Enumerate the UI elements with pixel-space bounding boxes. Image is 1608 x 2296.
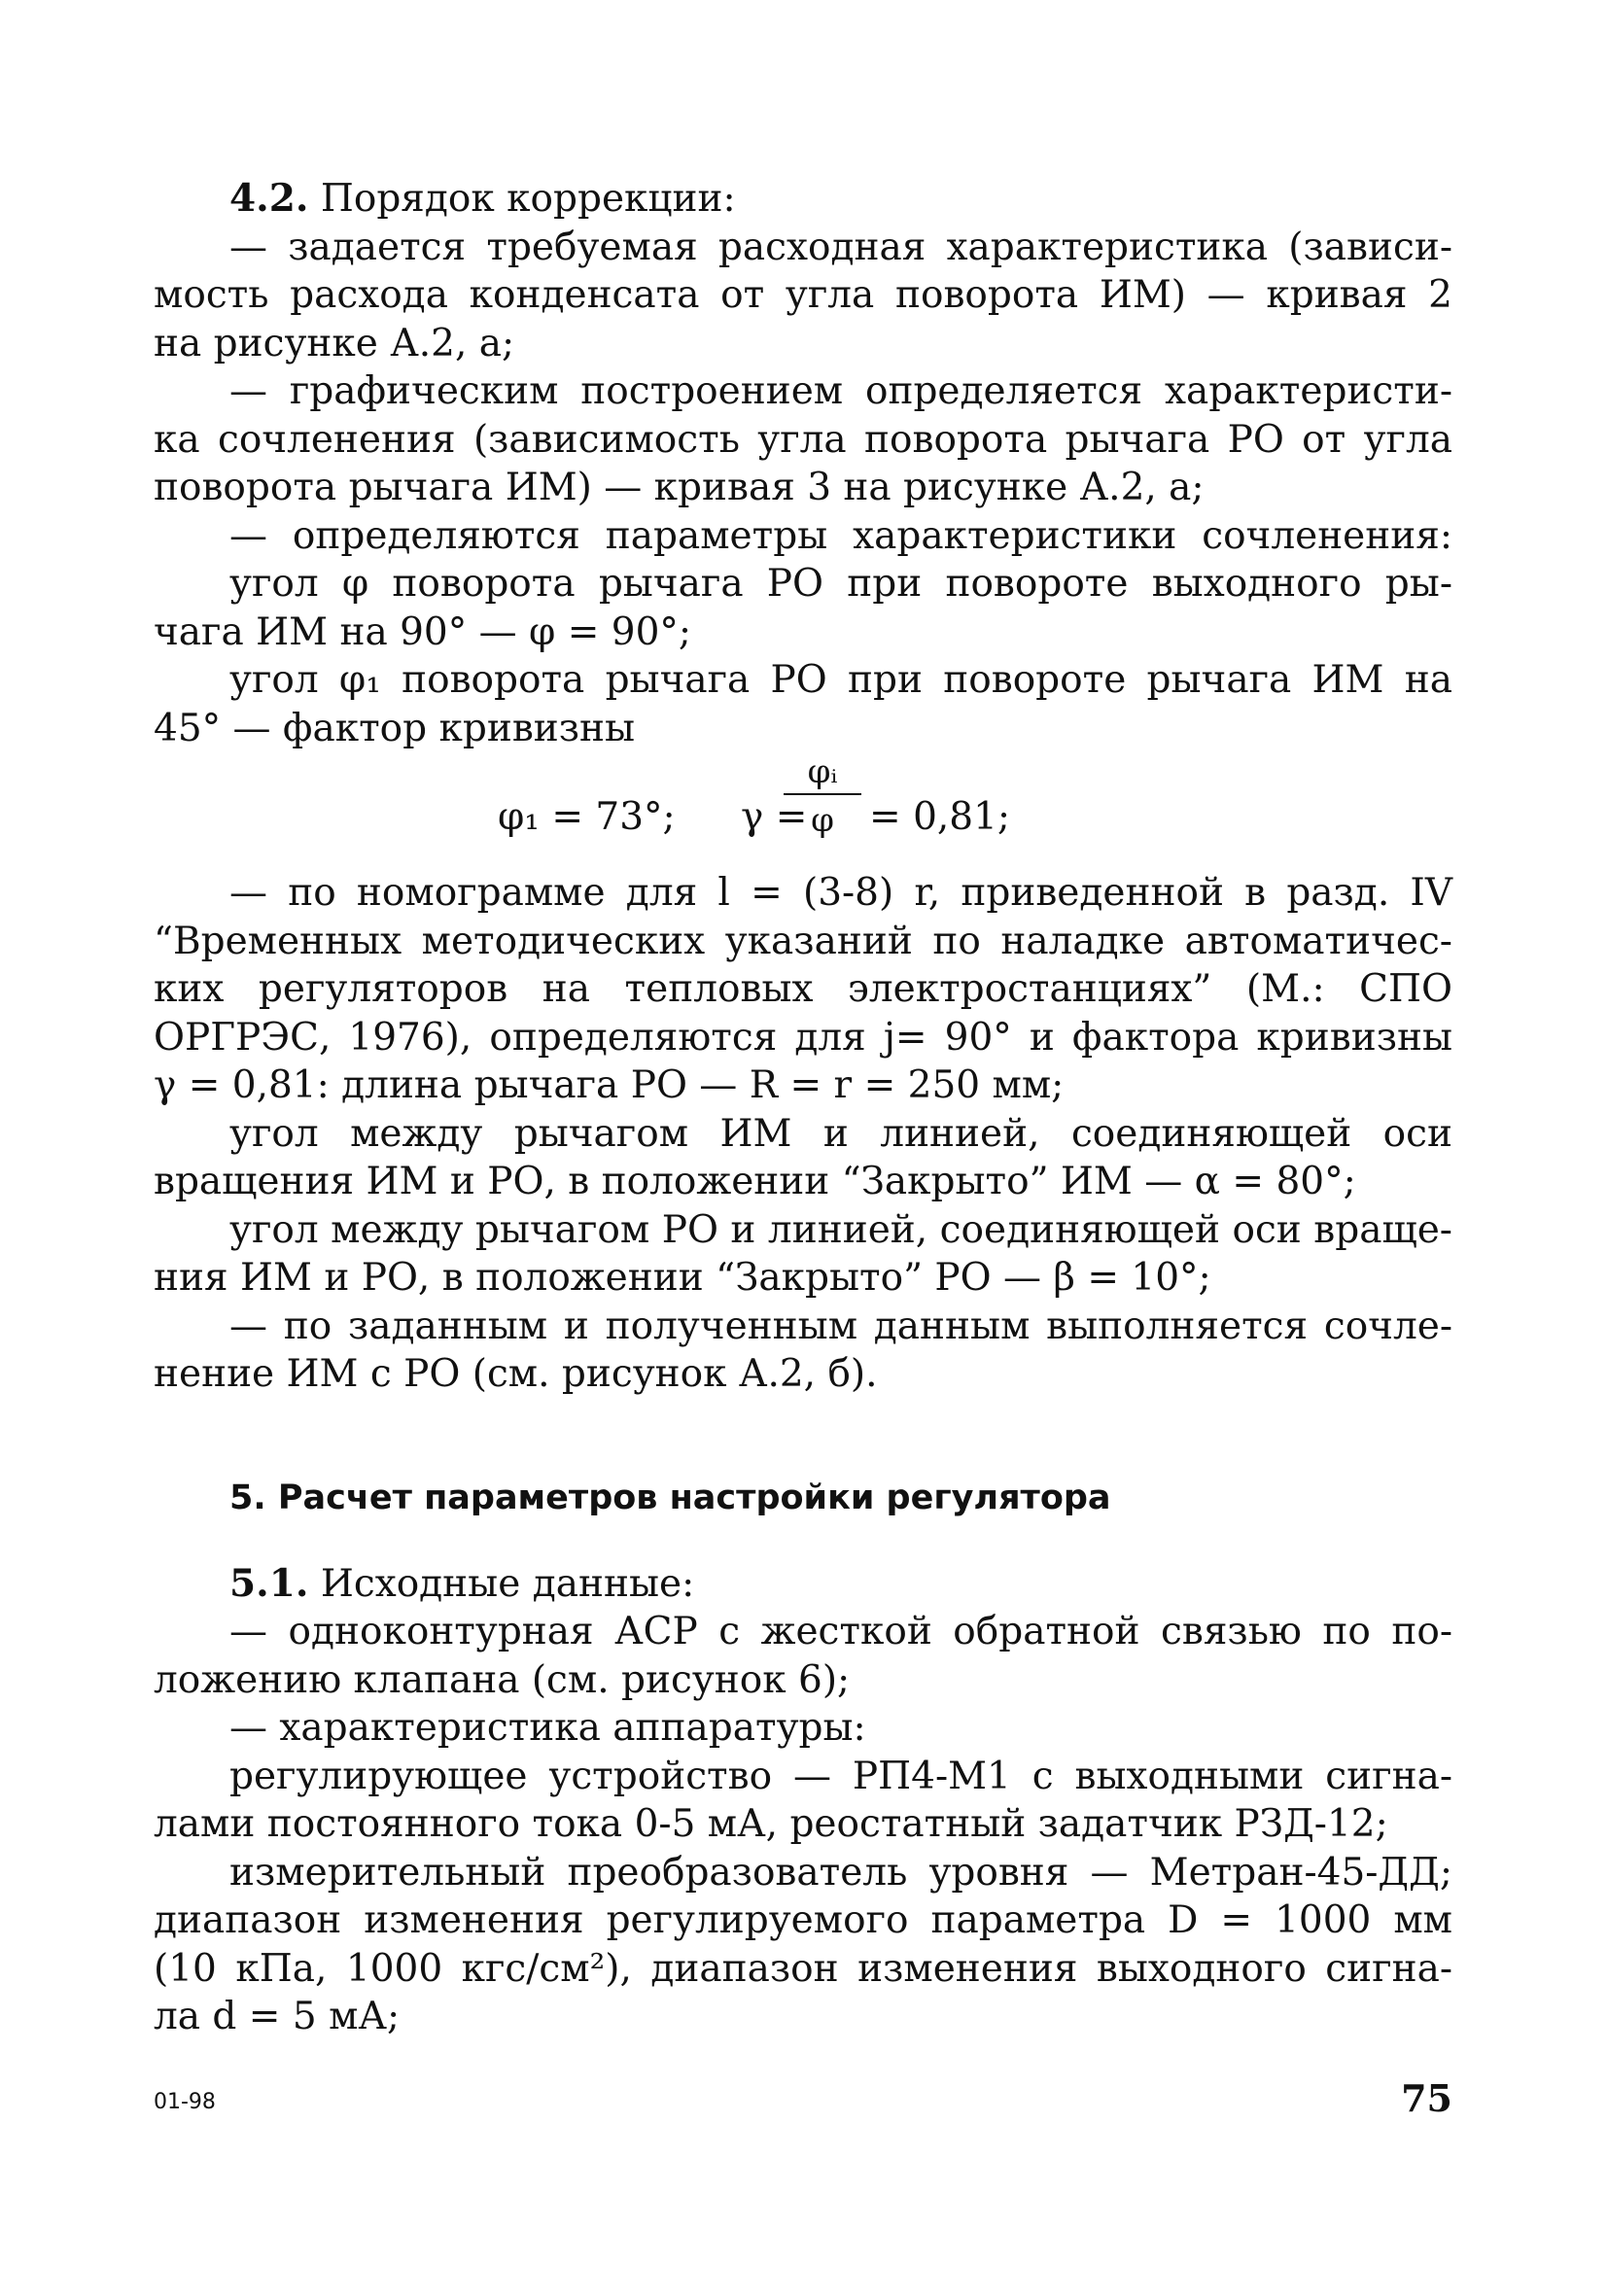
- para-line: ла d = 5 мА;: [154, 1995, 401, 2038]
- para-line: — определяются параметры характеристики сочленения:: [229, 513, 1452, 558]
- para-line: — графическим построением определяется характеристи-: [229, 369, 1452, 413]
- para-line: ких регуляторов на тепловых электростанциях” (М.: СПО: [154, 967, 1452, 1011]
- footer-code: 01-98: [154, 2090, 216, 2114]
- para-line: поворота рычага ИМ) — кривая 3 на рисунке А.2, а;: [154, 466, 1205, 509]
- para-line: “Временных методических указаний по наладке автоматичес-: [154, 919, 1452, 963]
- curvature-formula: [154, 752, 1452, 869]
- page-number: 75: [1401, 2076, 1452, 2120]
- para-line: вращения ИМ и РО, в положении “Закрыто” ИМ — α = 80°;: [154, 1160, 1356, 1203]
- fraction-numerator: φᵢ: [784, 752, 861, 795]
- para-line: ОРГРЭС, 1976), определяются для j= 90° и фактора кривизны: [154, 1015, 1452, 1060]
- para-line: (10 кПа, 1000 кгс/см²), диапазон изменения выходного сигна-: [154, 1946, 1452, 1991]
- para-line: ложению клапана (см. рисунок 6);: [154, 1657, 851, 1702]
- section-5-1: [154, 1560, 1452, 2041]
- para-line: чага ИМ на 90° — φ = 90°;: [154, 609, 692, 654]
- formula-result: = 0,81;: [869, 795, 1011, 839]
- para-line: — по заданным и полученным данным выполняется сочле-: [229, 1304, 1452, 1348]
- para-line: лами постоянного тока 0-5 мА, реостатный задатчик РЗД-12;: [154, 1802, 1388, 1846]
- para-line: ка сочленения (зависимость угла поворота рычага РО от угла: [154, 417, 1452, 462]
- line-text: Порядок коррекции:: [320, 177, 736, 221]
- section-5-heading: 5. Расчет параметров настройки регулятора: [229, 1478, 1111, 1517]
- para-line: ния ИМ и РО, в положении “Закрыто” РО — β = 10°;: [154, 1256, 1211, 1300]
- para-line: угол между рычагом РО и линией, соединяющей оси враще-: [229, 1207, 1452, 1252]
- page-body: [154, 175, 1452, 2041]
- section-number: 4.2.: [229, 176, 309, 221]
- para-line: [154, 1560, 1452, 1609]
- para-line: мость расхода конденсата от угла поворота ИМ) — кривая 2: [154, 273, 1452, 317]
- formula-gamma: γ =: [741, 795, 808, 839]
- para-line: на рисунке А.2, а;: [154, 321, 515, 365]
- para-line: — задается требуемая расходная характеристика (зависи-: [229, 225, 1452, 269]
- para-line: 45° — фактор кривизны: [154, 706, 636, 750]
- para-line: γ = 0,81: длина рычага РО — R = r = 250 мм;: [154, 1063, 1065, 1107]
- para-line: — одноконтурная АСР с жесткой обратной связью по по-: [229, 1610, 1452, 1653]
- para-line: нение ИМ с РО (см. рисунок А.2, б).: [154, 1352, 878, 1396]
- para-line: измерительный преобразователь уровня — Метран-45-ДД;: [229, 1850, 1452, 1895]
- para-line: угол между рычагом ИМ и линией, соединяющей оси: [229, 1111, 1452, 1156]
- para-line: — по номограмме для l = (3-8) r, приведенной в разд. IV: [229, 871, 1452, 915]
- line-text: Исходные данные:: [320, 1561, 695, 1606]
- para-line: — характеристика аппаратуры:: [229, 1706, 866, 1750]
- formula-fraction: [784, 752, 861, 840]
- para-line: диапазон изменения регулируемого параметра D = 1000 мм: [154, 1898, 1452, 1942]
- para-line: регулирующее устройство — РП4-М1 с выходными сигна-: [229, 1754, 1452, 1798]
- para-line: [154, 175, 1452, 224]
- para-line: угол φ₁ поворота рычага РО при повороте рычага ИМ на: [229, 658, 1452, 702]
- formula-phi1: φ₁ = 73°;: [498, 795, 676, 839]
- para-line: угол φ поворота рычага РО при повороте выходного ры-: [229, 562, 1452, 606]
- section-number: 5.1.: [229, 1560, 309, 1606]
- section-4-2: [154, 175, 1452, 752]
- section-4-2-continued: [154, 869, 1452, 1399]
- fraction-denominator: φ: [811, 801, 834, 840]
